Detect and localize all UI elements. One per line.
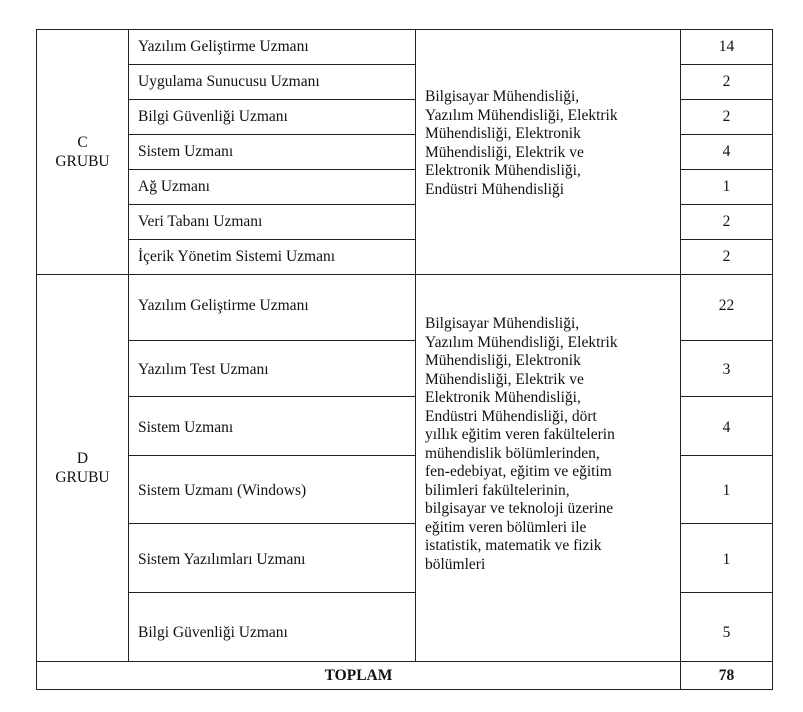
position-cell: Sistem Uzmanı (Windows) (129, 456, 416, 524)
count-cell (681, 275, 773, 341)
position-cell: Uygulama Sunucusu Uzmanı (129, 65, 416, 100)
position-cell: Bilgi Güvenliği Uzmanı (129, 100, 416, 135)
position-cell: Bilgi Güvenliği Uzmanı (129, 593, 416, 662)
count-cell: 1 (681, 456, 773, 524)
group-letter: C (77, 134, 88, 151)
count-cell: 4 (681, 397, 773, 456)
count-cell: 14 (681, 30, 773, 65)
count-cell: 2 (681, 240, 773, 275)
group-label: GRUBU (55, 469, 110, 486)
count-cell: 3 (681, 341, 773, 397)
position-cell: Yazılım Geliştirme Uzmanı (129, 30, 416, 65)
count-label: 22 (718, 297, 735, 314)
table-row (37, 275, 773, 341)
departments-text: Bilgisayar Mühendisliği, Yazılım Mühendisliği, Elektrik Mühendisliği, Elektronik Mühendisliği, Elektrik ve Elektronik Mühendisliği, Endüstri Mühendisliği, dört yıllık eğitim veren fakültelerin mühendislik bölümlerinden, fen-edebiyat, eğitim ve eğitim bilimleri fakültelerinin, bilgisayar ve teknoloji üzerine eğitim veren bölümleri ile istatistik, matematik ve fizik bölümleri (425, 315, 618, 573)
group-label: GRUBU (55, 153, 110, 170)
group-c-cell (37, 30, 129, 275)
table-row (37, 30, 773, 65)
departments-text: Bilgisayar Mühendisliği, Yazılım Mühendisliği, Elektrik Mühendisliği, Elektronik Mühendisliği, Elektrik ve Elektronik Mühendisliği, Endüstri Mühendisliği (425, 88, 618, 198)
position-cell: Ağ Uzmanı (129, 170, 416, 205)
total-row (37, 662, 773, 690)
group-d-cell (37, 275, 129, 662)
count-cell: 2 (681, 205, 773, 240)
position-cell: Sistem Uzmanı (129, 135, 416, 170)
count-cell: 1 (681, 170, 773, 205)
departments-cell (416, 275, 681, 662)
group-letter: D (76, 450, 89, 467)
positions-table (36, 29, 773, 690)
position-cell (129, 275, 416, 341)
count-cell: 2 (681, 65, 773, 100)
position-cell: Sistem Yazılımları Uzmanı (129, 524, 416, 593)
position-cell: İçerik Yönetim Sistemi Uzmanı (129, 240, 416, 275)
position-cell: Yazılım Test Uzmanı (129, 341, 416, 397)
position-cell: Veri Tabanı Uzmanı (129, 205, 416, 240)
position-label: Yazılım Geliştirme Uzmanı (138, 297, 309, 314)
total-label: TOPLAM (37, 662, 681, 690)
departments-cell (416, 30, 681, 275)
position-cell: Sistem Uzmanı (129, 397, 416, 456)
count-cell: 2 (681, 100, 773, 135)
count-cell: 5 (681, 593, 773, 662)
count-cell: 4 (681, 135, 773, 170)
total-value: 78 (681, 662, 773, 690)
count-cell: 1 (681, 524, 773, 593)
